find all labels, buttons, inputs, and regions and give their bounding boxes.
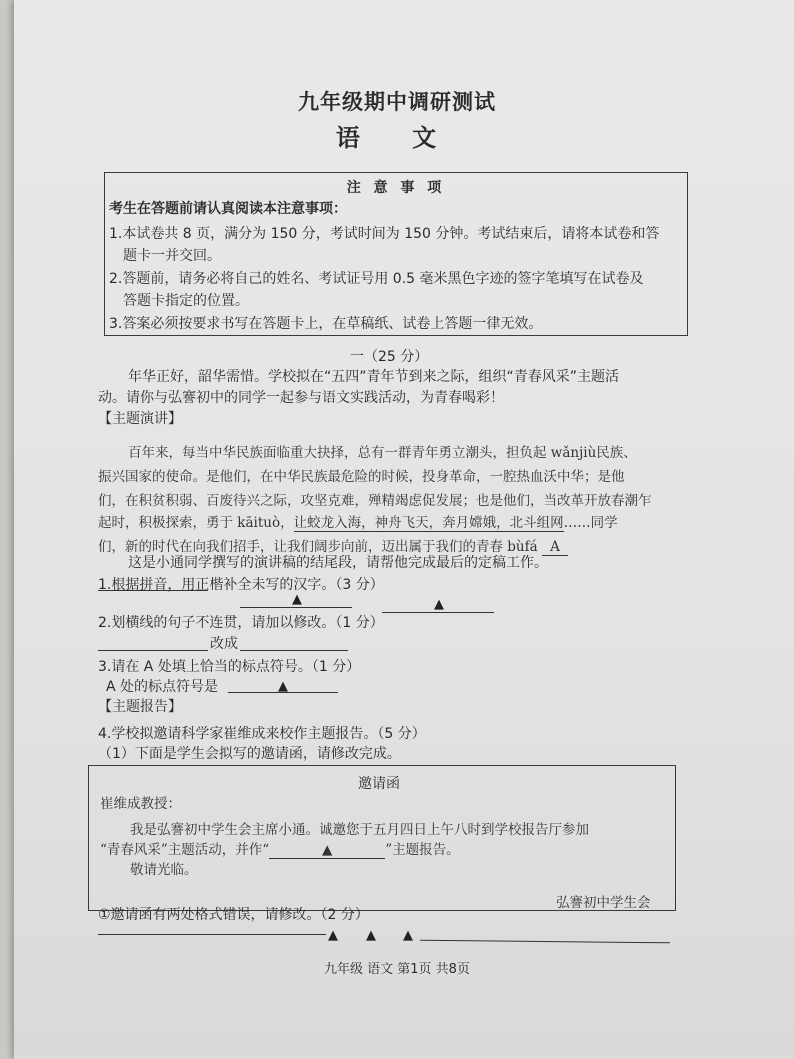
intro-line: 动。请你与弘謇初中的同学一起参与语文实践活动，为青春喝彩！ bbox=[98, 390, 504, 406]
question-1: 1.根据拼音，用正楷补全未写的汉字。（3 分） bbox=[98, 577, 384, 593]
answer-line[interactable] bbox=[98, 934, 326, 935]
notice-item: 答题卡指定的位置。 bbox=[123, 293, 249, 309]
answer-marker: ▲ bbox=[403, 928, 413, 943]
answer-marker: ▲ bbox=[322, 842, 333, 858]
letter-title: 邀请函 bbox=[358, 776, 400, 792]
speech-line bbox=[98, 511, 618, 531]
notice-item: 题卡一并交回。 bbox=[123, 248, 221, 264]
speech-line: 振兴国家的使命。是他们，在中华民族最危险的时候，投身革命，一腔热血沃中华；是他 bbox=[98, 469, 625, 485]
blank-a: A bbox=[542, 539, 568, 556]
question-2: 2.划横线的句子不连贯，请加以修改。（1 分） bbox=[98, 615, 384, 631]
section-tag-speech: 【主题演讲】 bbox=[98, 411, 182, 427]
notice-item: 3.答案必须按要求书写在答题卡上，在草稿纸、试卷上答题一律无效。 bbox=[109, 316, 543, 332]
answer-blank[interactable] bbox=[98, 590, 208, 591]
question-4-sub: （1）下面是学生会拟写的邀请函，请修改完成。 bbox=[98, 746, 401, 762]
question-4-1: ①邀请函有两处格式错误，请修改。（2 分） bbox=[98, 907, 369, 923]
letter-body-segment: “青春风采”主题活动，并作“ bbox=[100, 842, 270, 858]
exam-title: 九年级期中调研测试 bbox=[298, 89, 496, 114]
answer-marker: ▲ bbox=[292, 592, 302, 607]
intro-line: 年华正好，韶华需惜。学校拟在“五四”青年节到来之际，组织“青春风采”主题活 bbox=[128, 369, 620, 385]
speech-line: 百年来，每当中华民族面临重大抉择，总有一群青年勇立潮头，担负起 wǎnjiù民族、 bbox=[128, 445, 637, 461]
speech-segment: 起时，积极探索，勇于 kāituò， bbox=[98, 515, 294, 531]
answer-marker: ▲ bbox=[366, 928, 376, 943]
notice-item: 1.本试卷共 8 页，满分为 150 分，考试时间为 150 分钟。考试结束后，请将本试卷和答 bbox=[109, 226, 660, 242]
topic-blank[interactable] bbox=[269, 842, 385, 859]
letter-body: 我是弘謇初中学生会主席小通。诚邀您于五月四日上午八时到学校报告厅参加 bbox=[130, 822, 589, 838]
speech-segment: 们，新的时代在向我们招手，让我们阔步向前，迈出属于我们的青春 bùfá bbox=[98, 539, 538, 555]
answer-marker: ▲ bbox=[434, 597, 444, 612]
notice-box bbox=[104, 172, 688, 336]
letter-body-segment: ”主题报告。 bbox=[385, 842, 460, 858]
answer-marker: ▲ bbox=[278, 679, 288, 694]
letter-body bbox=[100, 838, 460, 859]
answer-blank[interactable] bbox=[240, 607, 352, 608]
question-3: 3.请在 A 处填上恰当的标点符号。（1 分） bbox=[98, 659, 361, 675]
answer-blank[interactable] bbox=[98, 650, 208, 651]
section-tag-report: 【主题报告】 bbox=[98, 699, 182, 715]
section-heading: 一（25 分） bbox=[350, 349, 429, 365]
question-3-answer: A 处的标点符号是 bbox=[106, 679, 219, 695]
question-2-change: 改成 bbox=[210, 636, 238, 652]
underlined-sentence: 让蛟龙入海，神舟飞天，奔月嫦娥，北斗组网 bbox=[293, 515, 564, 531]
instruction: 这是小通同学撰写的演讲稿的结尾段，请帮他完成最后的定稿工作。 bbox=[128, 555, 548, 571]
notice-subheading: 考生在答题前请认真阅读本注意事项： bbox=[109, 201, 347, 217]
answer-blank[interactable] bbox=[240, 650, 348, 651]
speech-segment: ……同学 bbox=[563, 515, 618, 531]
subject-title: 语 文 bbox=[335, 123, 459, 152]
answer-blank[interactable] bbox=[382, 612, 494, 613]
letter-closing: 敬请光临。 bbox=[130, 862, 198, 878]
page-footer: 九年级 语文 第1页 共8页 bbox=[324, 962, 470, 977]
question-4: 4.学校拟邀请科学家崔维成来校作主题报告。（5 分） bbox=[98, 726, 426, 742]
speech-line: 们，在积贫积弱、百废待兴之际，攻坚克难，殚精竭虑促发展；也是他们，当改革开放春潮乍 bbox=[98, 493, 652, 509]
notice-heading: 注 意 事 项 bbox=[346, 180, 446, 196]
letter-salutation: 崔维成教授： bbox=[100, 796, 181, 812]
letter-signature: 弘謇初中学生会 bbox=[556, 895, 651, 911]
notice-item: 2.答题前，请务必将自己的姓名、考试证号用 0.5 毫米黑色字迹的签字笔填写在试卷及 bbox=[109, 271, 644, 287]
answer-marker: ▲ bbox=[328, 928, 338, 943]
